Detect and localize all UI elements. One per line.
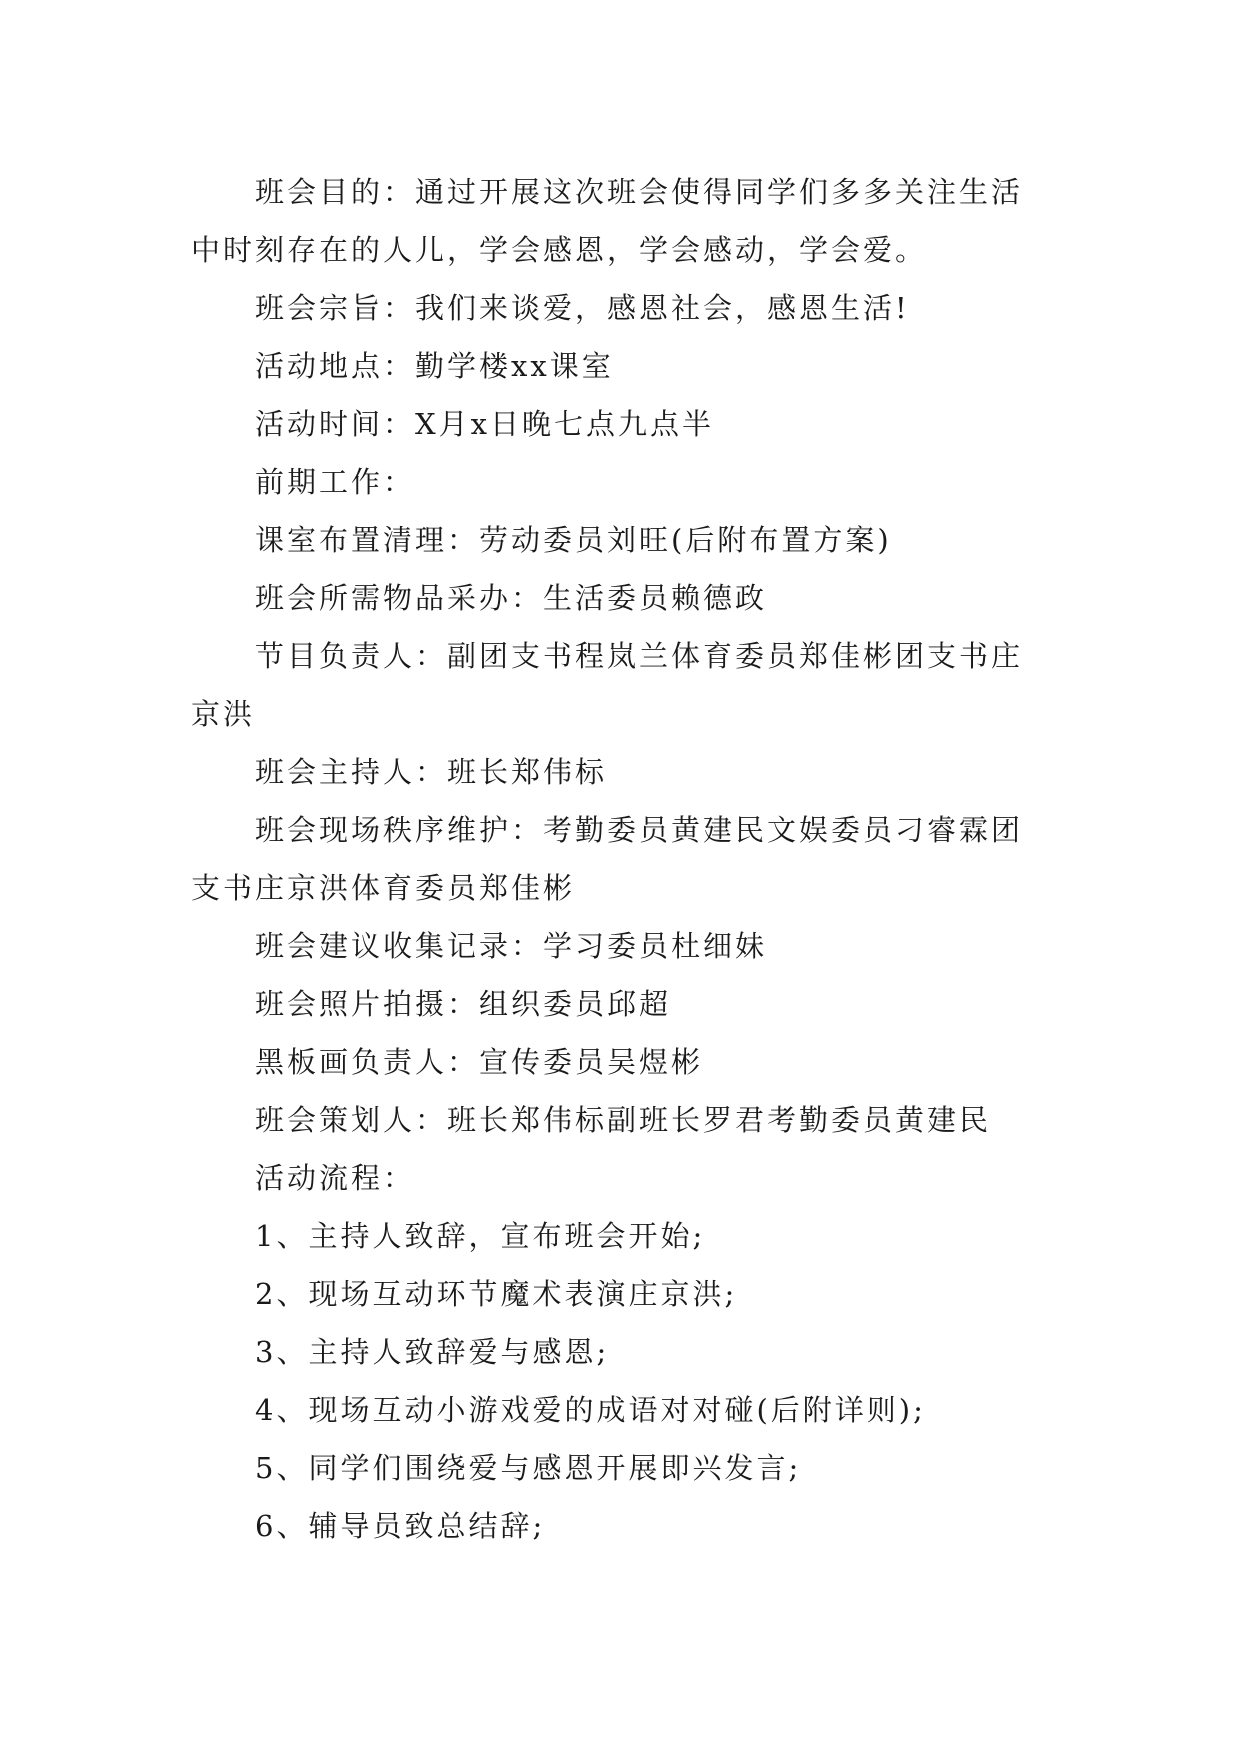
list-item-step-6: 6、辅导员致总结辞; [255, 1509, 546, 1543]
paragraph-supplies: 班会所需物品采办：生活委员赖德政 [255, 581, 768, 615]
paragraph-purpose: 班会目的：通过开展这次班会使得同学们多多关注生活中时刻存在的人儿，学会感恩，学会感动，学会爱。 [191, 175, 1024, 267]
paragraph-flow-heading: 活动流程： [255, 1161, 416, 1195]
list-item-step-2: 2、现场互动环节魔术表演庄京洪; [255, 1277, 738, 1311]
document-body [191, 163, 1051, 1555]
list-item-step-4: 4、现场互动小游戏爱的成语对对碰(后附详则); [255, 1393, 926, 1427]
paragraph-host: 班会主持人：班长郑伟标 [255, 755, 608, 789]
paragraph-program-leads: 节目负责人：副团支书程岚兰体育委员郑佳彬团支书庄京洪 [191, 639, 1024, 731]
paragraph-classroom-setup: 课室布置清理：劳动委员刘旺(后附布置方案) [255, 523, 892, 557]
list-item-step-3: 3、主持人致辞爱与感恩; [255, 1335, 610, 1369]
paragraph-suggestions: 班会建议收集记录：学习委员杜细妹 [255, 929, 768, 963]
paragraph-order: 班会现场秩序维护：考勤委员黄建民文娱委员刁睿霖团支书庄京洪体育委员郑佳彬 [191, 813, 1024, 905]
paragraph-time: 活动时间：X月x日晚七点九点半 [255, 407, 715, 441]
paragraph-planners: 班会策划人：班长郑伟标副班长罗君考勤委员黄建民 [255, 1103, 992, 1137]
paragraph-location: 活动地点：勤学楼xx课室 [255, 349, 614, 383]
paragraph-blackboard: 黑板画负责人：宣传委员吴煜彬 [255, 1045, 704, 1079]
list-item-step-1: 1、主持人致辞，宣布班会开始; [255, 1219, 706, 1253]
paragraph-photos: 班会照片拍摄：组织委员邱超 [255, 987, 672, 1021]
paragraph-aim: 班会宗旨：我们来谈爱，感恩社会，感恩生活! [255, 291, 910, 325]
paragraph-prep-heading: 前期工作： [255, 465, 416, 499]
list-item-step-5: 5、同学们围绕爱与感恩开展即兴发言; [255, 1451, 802, 1485]
